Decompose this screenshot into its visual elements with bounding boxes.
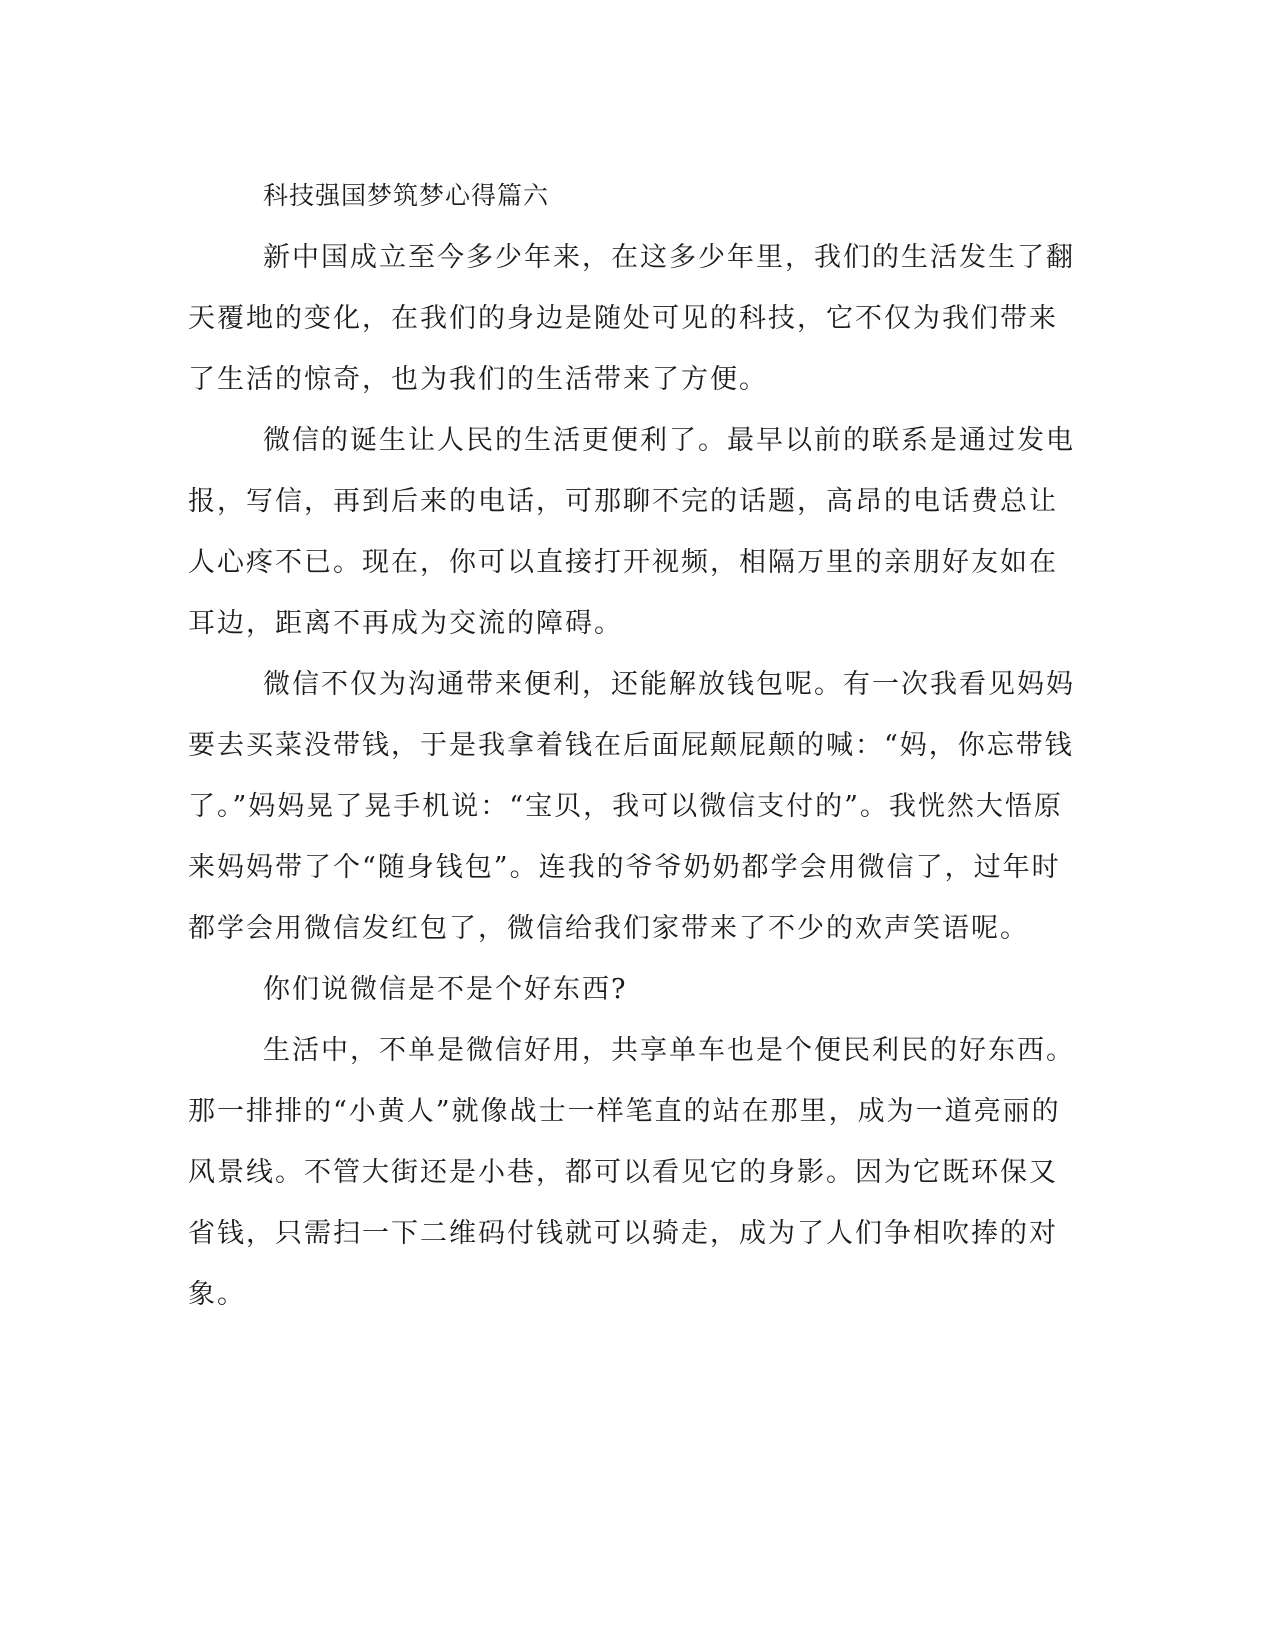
paragraph-line: 那一排排的“小黄人”就像战士一样笔直的站在那里，成为一道亮丽的 (188, 1096, 1061, 1127)
paragraph (188, 654, 1075, 959)
document-body (188, 165, 1075, 1325)
paragraph-line: 天覆地的变化，在我们的身边是随处可见的科技，它不仅为我们带来 (188, 303, 1058, 334)
paragraph (188, 227, 1075, 410)
paragraph-line: 都学会用微信发红包了，微信给我们家带来了不少的欢声笑语呢。 (188, 913, 1029, 944)
paragraph-line: 了生活的惊奇，也为我们的生活带来了方便。 (188, 364, 768, 395)
paragraph-line: 新中国成立至今多少年来，在这多少年里，我们的生活发生了翻 (263, 242, 1075, 273)
paragraph-line: 了。”妈妈晃了晃手机说：“宝贝，我可以微信支付的”。我恍然大悟原 (188, 791, 1063, 822)
paragraph-line: 要去买菜没带钱，于是我拿着钱在后面屁颠屁颠的喊：“妈，你忘带钱 (188, 730, 1074, 761)
paragraph-line: 风景线。不管大街还是小巷，都可以看见它的身影。因为它既环保又 (188, 1157, 1058, 1188)
paragraph-line: 生活中，不单是微信好用，共享单车也是个便民利民的好东西。 (263, 1035, 1075, 1066)
paragraph-line: 微信不仅为沟通带来便利，还能解放钱包呢。有一次我看见妈妈 (263, 669, 1075, 700)
paragraph-line: 人心疼不已。现在，你可以直接打开视频，相隔万里的亲朋好友如在 (188, 547, 1058, 578)
paragraph-line: 耳边，距离不再成为交流的障碍。 (188, 608, 623, 639)
paragraph (188, 1020, 1075, 1325)
paragraph-line: 象。 (188, 1279, 246, 1310)
paragraph (188, 410, 1075, 654)
document-title: 科技强国梦筑梦心得篇六 (263, 181, 550, 210)
paragraph-line: 省钱，只需扫一下二维码付钱就可以骑走，成为了人们争相吹捧的对 (188, 1218, 1058, 1249)
paragraph-line: 微信的诞生让人民的生活更便利了。最早以前的联系是通过发电 (263, 425, 1075, 456)
paragraph (188, 959, 1068, 1020)
paragraph-line: 来妈妈带了个“随身钱包”。连我的爷爷奶奶都学会用微信了，过年时 (188, 852, 1061, 883)
paragraph-line: 你们说微信是不是个好东西? (263, 974, 628, 1005)
paragraph-line: 报，写信，再到后来的电话，可那聊不完的话题，高昂的电话费总让 (188, 486, 1058, 517)
